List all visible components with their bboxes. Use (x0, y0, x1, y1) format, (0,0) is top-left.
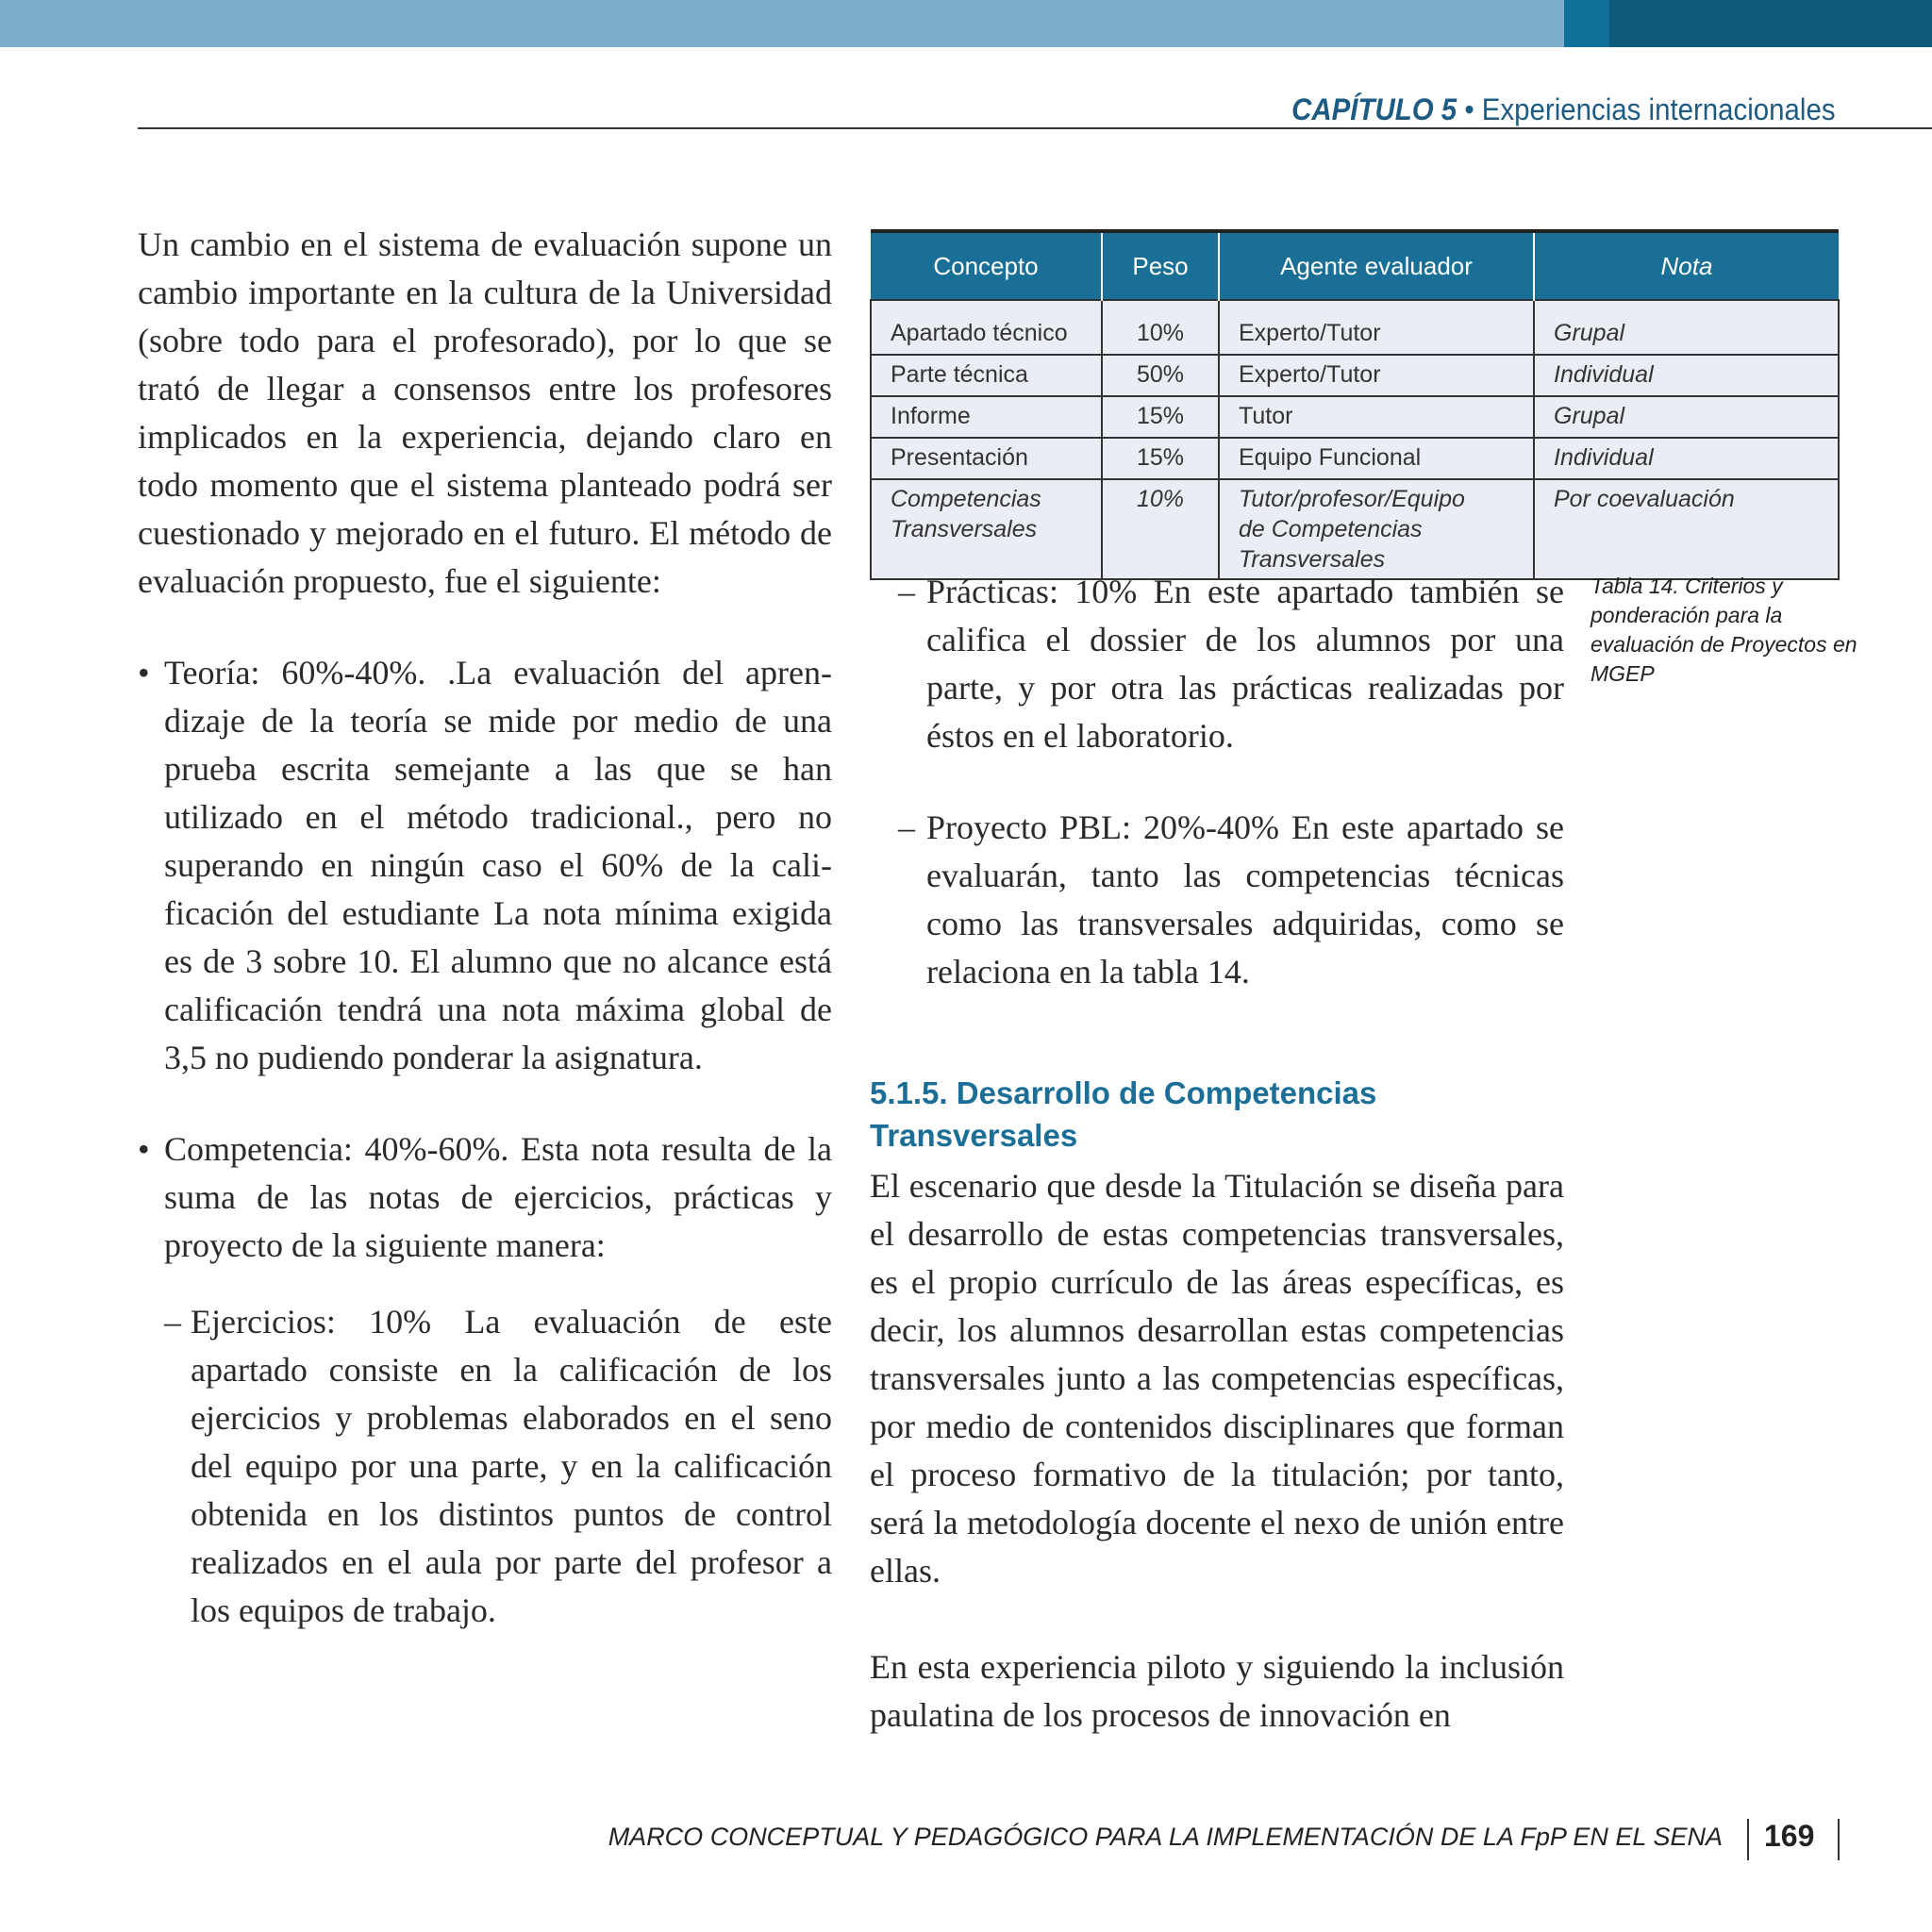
criteria-table (870, 229, 1840, 580)
cell-peso: 10% (1102, 300, 1219, 355)
bullet-mark: • (138, 654, 150, 691)
dash-proyecto-text: Proyecto PBL: 20%-40% En este apartado se evaluarán, tanto las competencias técnicas como las transversales adquiridas, como se relaciona en la tabla 14. (926, 808, 1564, 991)
header-concepto: Concepto (871, 231, 1102, 300)
cell-peso: 50% (1102, 355, 1219, 396)
cell-nota: Individual (1534, 355, 1839, 396)
cell-nota: Grupal (1534, 396, 1839, 438)
cell-concepto: Informe (871, 396, 1102, 438)
dash-mark: – (898, 808, 915, 846)
dash-practicas (898, 568, 1564, 760)
bullet-competencia (138, 1125, 832, 1270)
cell-concepto: Apartado técnico (871, 300, 1102, 355)
page-number: 169 (1764, 1819, 1815, 1853)
cell-agente-line2: de Competencias Transversales (1239, 516, 1423, 573)
section-heading: 5.1.5. Desarrollo de Competencias Transversales (870, 1075, 1377, 1153)
header-nota: Nota (1534, 231, 1839, 300)
header-agente: Agente evaluador (1219, 231, 1534, 300)
section-paragraph-2: En esta experiencia piloto y siguiendo la inclusión paulatina de los procesos de innovación en (870, 1648, 1564, 1734)
dash-mark: – (898, 573, 915, 610)
cell-agente: Equipo Funcional (1219, 438, 1534, 479)
header-peso: Peso (1102, 231, 1219, 300)
bullet-teoria-text: Teoría: 60%-40%. .La evaluación del aprendizaje de la teoría se mide por medio de una prueba escrita semejante a las que se han utilizado en el método tradicional., pero no superando en ningún caso el 60% de la calificación del estudiante La nota mínima exigida es de 3 sobre 10. El alumno que no alcance está calificación tendrá una nota máxima global de 3,5 no pudiendo ponderar la asignatura. (164, 654, 832, 1076)
cell-nota: Individual (1534, 438, 1839, 479)
dash-mark: – (164, 1303, 181, 1341)
cell-concepto-line1: Competencias (891, 486, 1041, 512)
bullet-competencia-text: Competencia: 40%-60%. Esta nota resulta de la suma de las notas de ejercicios, prácticas y proyecto de la siguiente manera: (164, 1130, 832, 1264)
cell-concepto-line2: Transversales (891, 516, 1038, 542)
dash-proyecto (898, 804, 1564, 996)
top-bar-accent-dark (1609, 0, 1932, 47)
top-bar-accent (1564, 0, 1609, 47)
table-row (871, 479, 1839, 579)
footer-title: MARCO CONCEPTUAL Y PEDAGÓGICO PARA LA IMPLEMENTACIÓN DE LA FpP EN EL SENA (608, 1823, 1723, 1851)
dash-practicas-text: Prácticas: 10% En este apartado también se califica el dossier de los alumnos por una parte, y por otra las prácticas realizadas por éstos en el laboratorio. (926, 573, 1564, 755)
cell-concepto: Presentación (871, 438, 1102, 479)
chapter-label: CAPÍTULO 5 (1291, 92, 1457, 126)
cell-concepto: Parte técnica (871, 355, 1102, 396)
chapter-title: Experiencias internacionales (1482, 92, 1836, 126)
bullet-mark: • (138, 1130, 150, 1168)
footer-divider (1747, 1819, 1749, 1860)
dash-ejercicios (164, 1298, 832, 1635)
dash-ejercicios-text: Ejercicios: 10% La evaluación de este apartado consiste en la calificación de los ejercicios y problemas elaborados en el seno del equipo por una parte, y en la calificación obtenida en los distintos puntos de control realizados en el aula por parte del profesor a los equipos de trabajo. (191, 1303, 832, 1629)
table-row (871, 300, 1839, 355)
bullet-teoria (138, 649, 832, 1082)
left-column (138, 221, 832, 1635)
table-row (871, 396, 1839, 438)
cell-agente: Experto/Tutor (1219, 355, 1534, 396)
cell-agente (1219, 479, 1534, 579)
cell-concepto (871, 479, 1102, 579)
top-color-bar (0, 0, 1932, 47)
table-caption: Tabla 14. Criterios y ponderación para la evaluación de Proyectos en MGEP (1591, 574, 1857, 686)
table-row (871, 438, 1839, 479)
cell-peso: 15% (1102, 438, 1219, 479)
cell-peso: 15% (1102, 396, 1219, 438)
header-separator: • (1457, 92, 1483, 126)
running-header (1292, 92, 1836, 127)
section-paragraph-1: El escenario que desde la Titulación se diseña para el desarrollo de estas competencias transversales, es el propio currículo de las áreas específicas, es decir, los alumnos desarrollan estas competencias transversales junto a las competencias específicas, por medio de contenidos disciplinares que forman el proceso formativo de la titulación; por tanto, será la metodología docente el nexo de unión entre ellas. (870, 1167, 1564, 1590)
cell-agente-line1: Tutor/profesor/Equipo (1239, 486, 1465, 512)
cell-agente: Experto/Tutor (1219, 300, 1534, 355)
intro-paragraph: Un cambio en el sistema de evaluación supone un cambio importante en la cultura de la Universidad (sobre todo para el profesorado), por lo que se trató de llegar a consensos entre los profesores implicados en la experiencia, dejando claro en todo momento que el sistema planteado podrá ser cuestionado y mejorado en el futuro. El método de evaluación propuesto, fue el siguiente: (138, 225, 832, 600)
cell-agente: Tutor (1219, 396, 1534, 438)
table-row (871, 355, 1839, 396)
middle-column (870, 568, 1564, 1740)
footer-divider (1838, 1819, 1840, 1860)
cell-nota: Grupal (1534, 300, 1839, 355)
cell-nota: Por coevaluación (1534, 479, 1839, 579)
cell-peso: 10% (1102, 479, 1219, 579)
header-rule (138, 127, 1932, 129)
table-header-row (871, 231, 1839, 300)
